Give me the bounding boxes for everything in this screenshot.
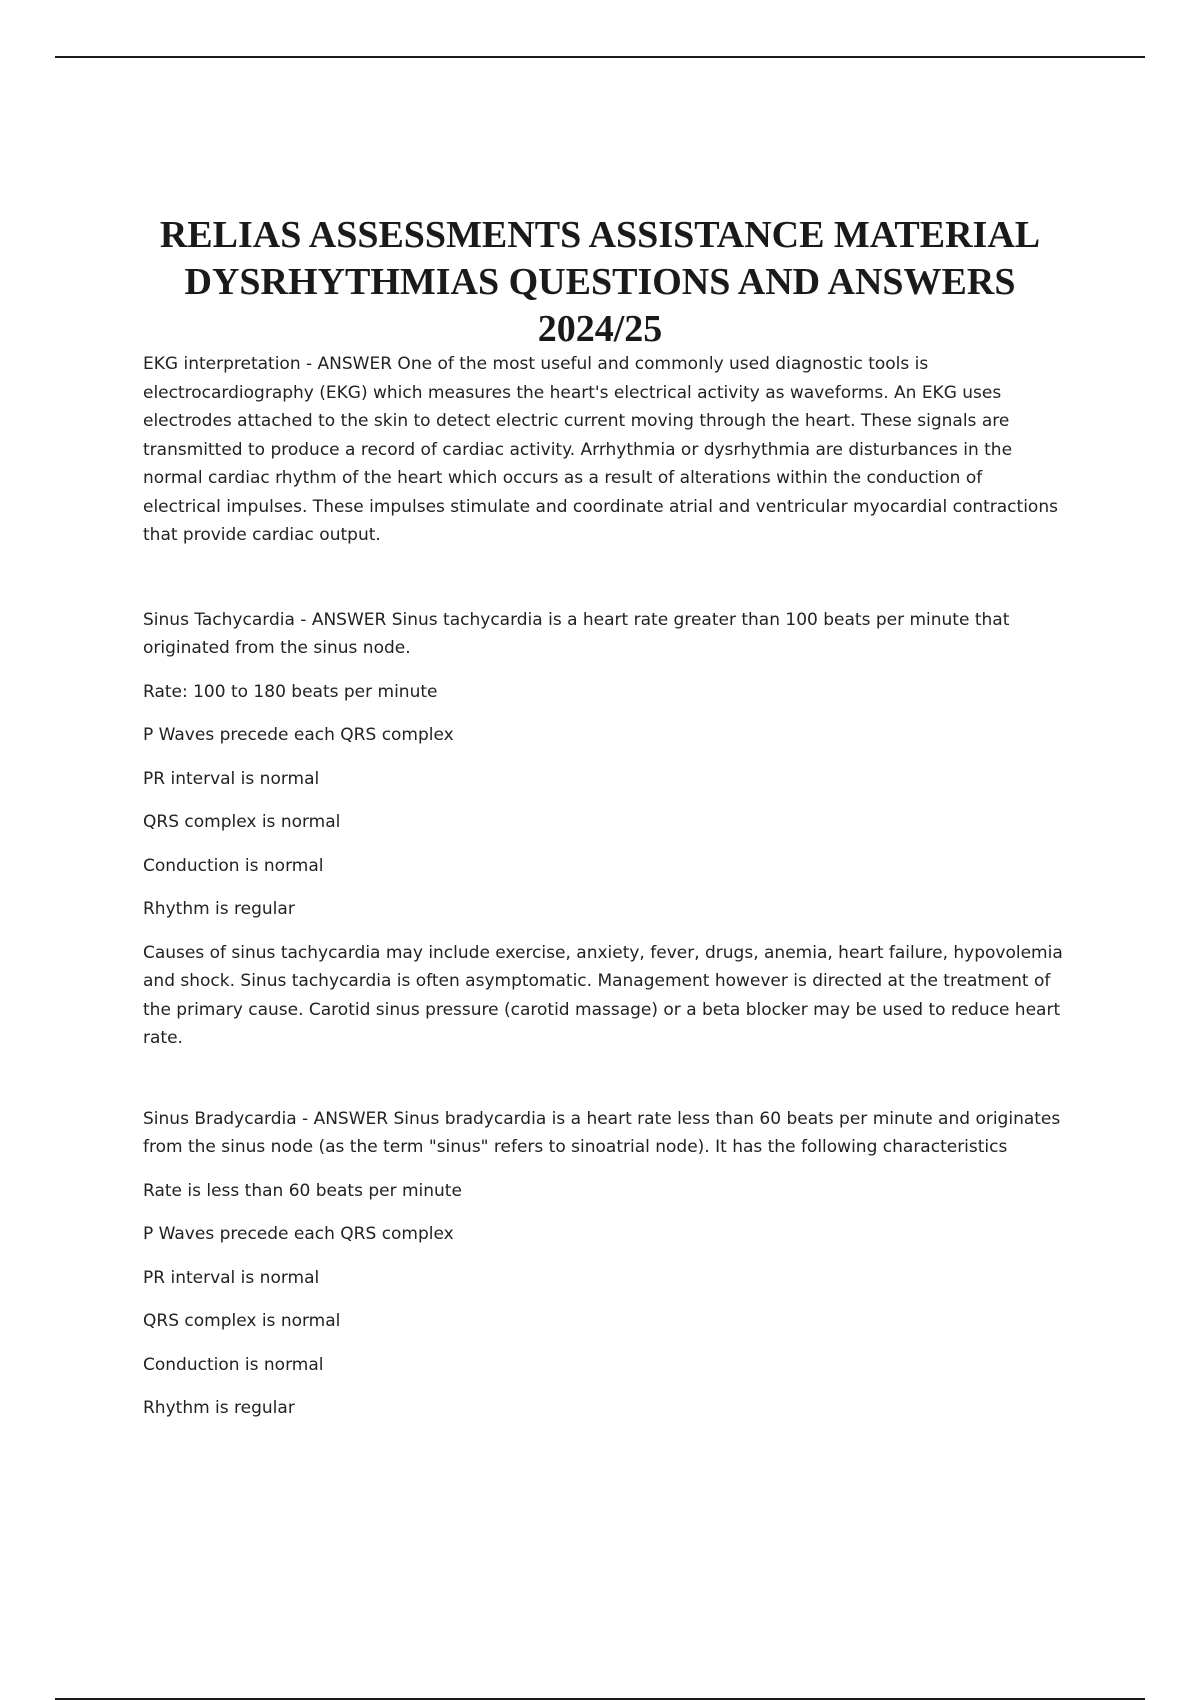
title-line: 2024/25: [537, 308, 663, 350]
tachycardia-characteristic: Rhythm is regular: [143, 899, 295, 919]
section-ekg-interpretation: [143, 350, 1063, 550]
section-sinus-tachycardia: [143, 606, 1063, 1053]
bradycardia-characteristic: P Waves precede each QRS complex: [143, 1224, 454, 1244]
tachycardia-characteristic: QRS complex is normal: [143, 812, 341, 832]
tachycardia-characteristic: PR interval is normal: [143, 768, 320, 789]
title-line: DYSRHYTHMIAS QUESTIONS AND ANSWERS: [184, 261, 1016, 303]
bradycardia-answer-paragraph: Sinus Bradycardia - ANSWER Sinus bradycardia is a heart rate less than 60 beats per minute and originates from the sinus node (as the term "sinus" refers to sinoatrial node). It has the following characteristics: [143, 1108, 1061, 1157]
bradycardia-characteristic: PR interval is normal: [143, 1267, 320, 1288]
top-rule: [55, 56, 1145, 58]
tachycardia-characteristic: P Waves precede each QRS complex: [143, 725, 454, 745]
tachycardia-characteristic: Conduction is normal: [143, 855, 324, 876]
section-sinus-bradycardia: [143, 1105, 1063, 1423]
document-body: [143, 350, 1063, 1423]
tachycardia-causes-paragraph: Causes of sinus tachycardia may include exercise, anxiety, fever, drugs, anemia, heart failure, hypovolemia and shock. Sinus tachycardia is often asymptomatic. Management however is directed at the treatment of the primary cause. Carotid sinus pressure (carotid massage) or a beta blocker may be used to reduce heart rate.: [143, 942, 1063, 1048]
bradycardia-characteristic: Rate is less than 60 beats per minute: [143, 1180, 462, 1201]
tachycardia-answer-paragraph: Sinus Tachycardia - ANSWER Sinus tachycardia is a heart rate greater than 100 beats per minute that originated from the sinus node.: [143, 609, 1010, 658]
ekg-answer-paragraph: EKG interpretation - ANSWER One of the most useful and commonly used diagnostic tools is electrocardiography (EKG) which measures the heart's electrical activity as waveforms. An EKG uses electrodes attached to the skin to detect electric current moving through the heart. These signals are transmitted to produce a record of cardiac activity. Arrhythmia or dysrhythmia are disturbances in the normal cardiac rhythm of the heart which occurs as a result of alterations within the conduction of electrical impulses. These impulses stimulate and coordinate atrial and ventricular myocardial contractions that provide cardiac output.: [143, 354, 1058, 545]
bradycardia-characteristic: Rhythm is regular: [143, 1398, 295, 1418]
bradycardia-characteristic: Conduction is normal: [143, 1354, 324, 1375]
tachycardia-characteristic: Rate: 100 to 180 beats per minute: [143, 681, 438, 702]
document-title: [100, 212, 1100, 353]
bradycardia-characteristic: QRS complex is normal: [143, 1311, 341, 1331]
title-line: RELIAS ASSESSMENTS ASSISTANCE MATERIAL: [159, 214, 1041, 256]
